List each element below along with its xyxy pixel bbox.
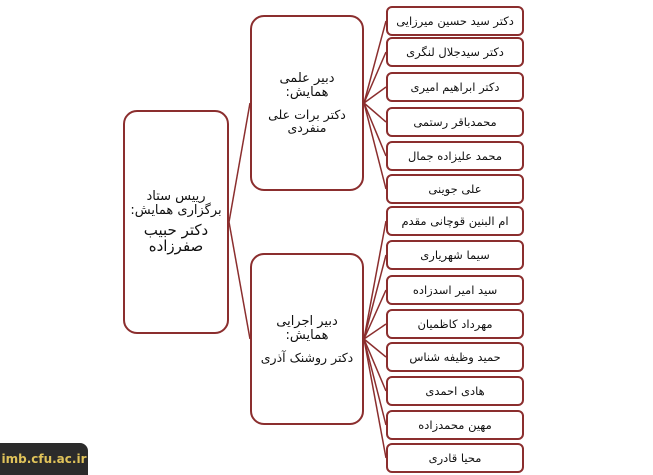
connector-chief-scientific [229,103,250,222]
executive-member-8: محیا قادری [386,443,524,473]
executive-member-4: مهرداد کاظمیان [386,309,524,339]
chief-box [123,110,229,334]
chief-role: رییس ستاد برگزاری همایش: [130,189,222,218]
site-url-badge: imb.cfu.ac.ir [0,443,88,475]
connector-scientific-member-1 [364,21,386,103]
executive-secretary-role: دبیر اجرایی همایش: [276,313,338,343]
scientific-secretary-role: دبیر علمی همایش: [279,71,335,100]
executive-member-2: سیما شهریاری [386,240,524,270]
connector-executive-member-1 [364,221,386,339]
scientific-member-6: علی جوینی [386,174,524,204]
connector-scientific-member-6 [364,103,386,189]
scientific-secretary-box [250,15,364,191]
connector-executive-member-8 [364,339,386,458]
executive-secretary-box [250,253,364,425]
executive-member-5: حمید وظیفه شناس [386,342,524,372]
scientific-member-5: محمد علیزاده جمال [386,141,524,171]
chief-name: دکتر حبیب صفرزاده [143,221,209,255]
scientific-member-1: دکتر سید حسین میرزایی [386,6,524,36]
scientific-member-3: دکتر ابراهیم امیری [386,72,524,102]
scientific-member-2: دکتر سیدجلال لنگری [386,37,524,67]
scientific-member-4: محمدباقر رستمی [386,107,524,137]
executive-member-7: مهین محمدزاده [386,410,524,440]
executive-member-3: سید امیر اسدزاده [386,275,524,305]
executive-member-1: ام البنین قوچانی مقدم [386,206,524,236]
scientific-secretary-name: دکتر برات علی منفردی [268,107,346,135]
connector-chief-executive [229,222,250,339]
executive-secretary-name: دکتر روشنک آذری [260,349,354,365]
executive-member-6: هادی احمدی [386,376,524,406]
